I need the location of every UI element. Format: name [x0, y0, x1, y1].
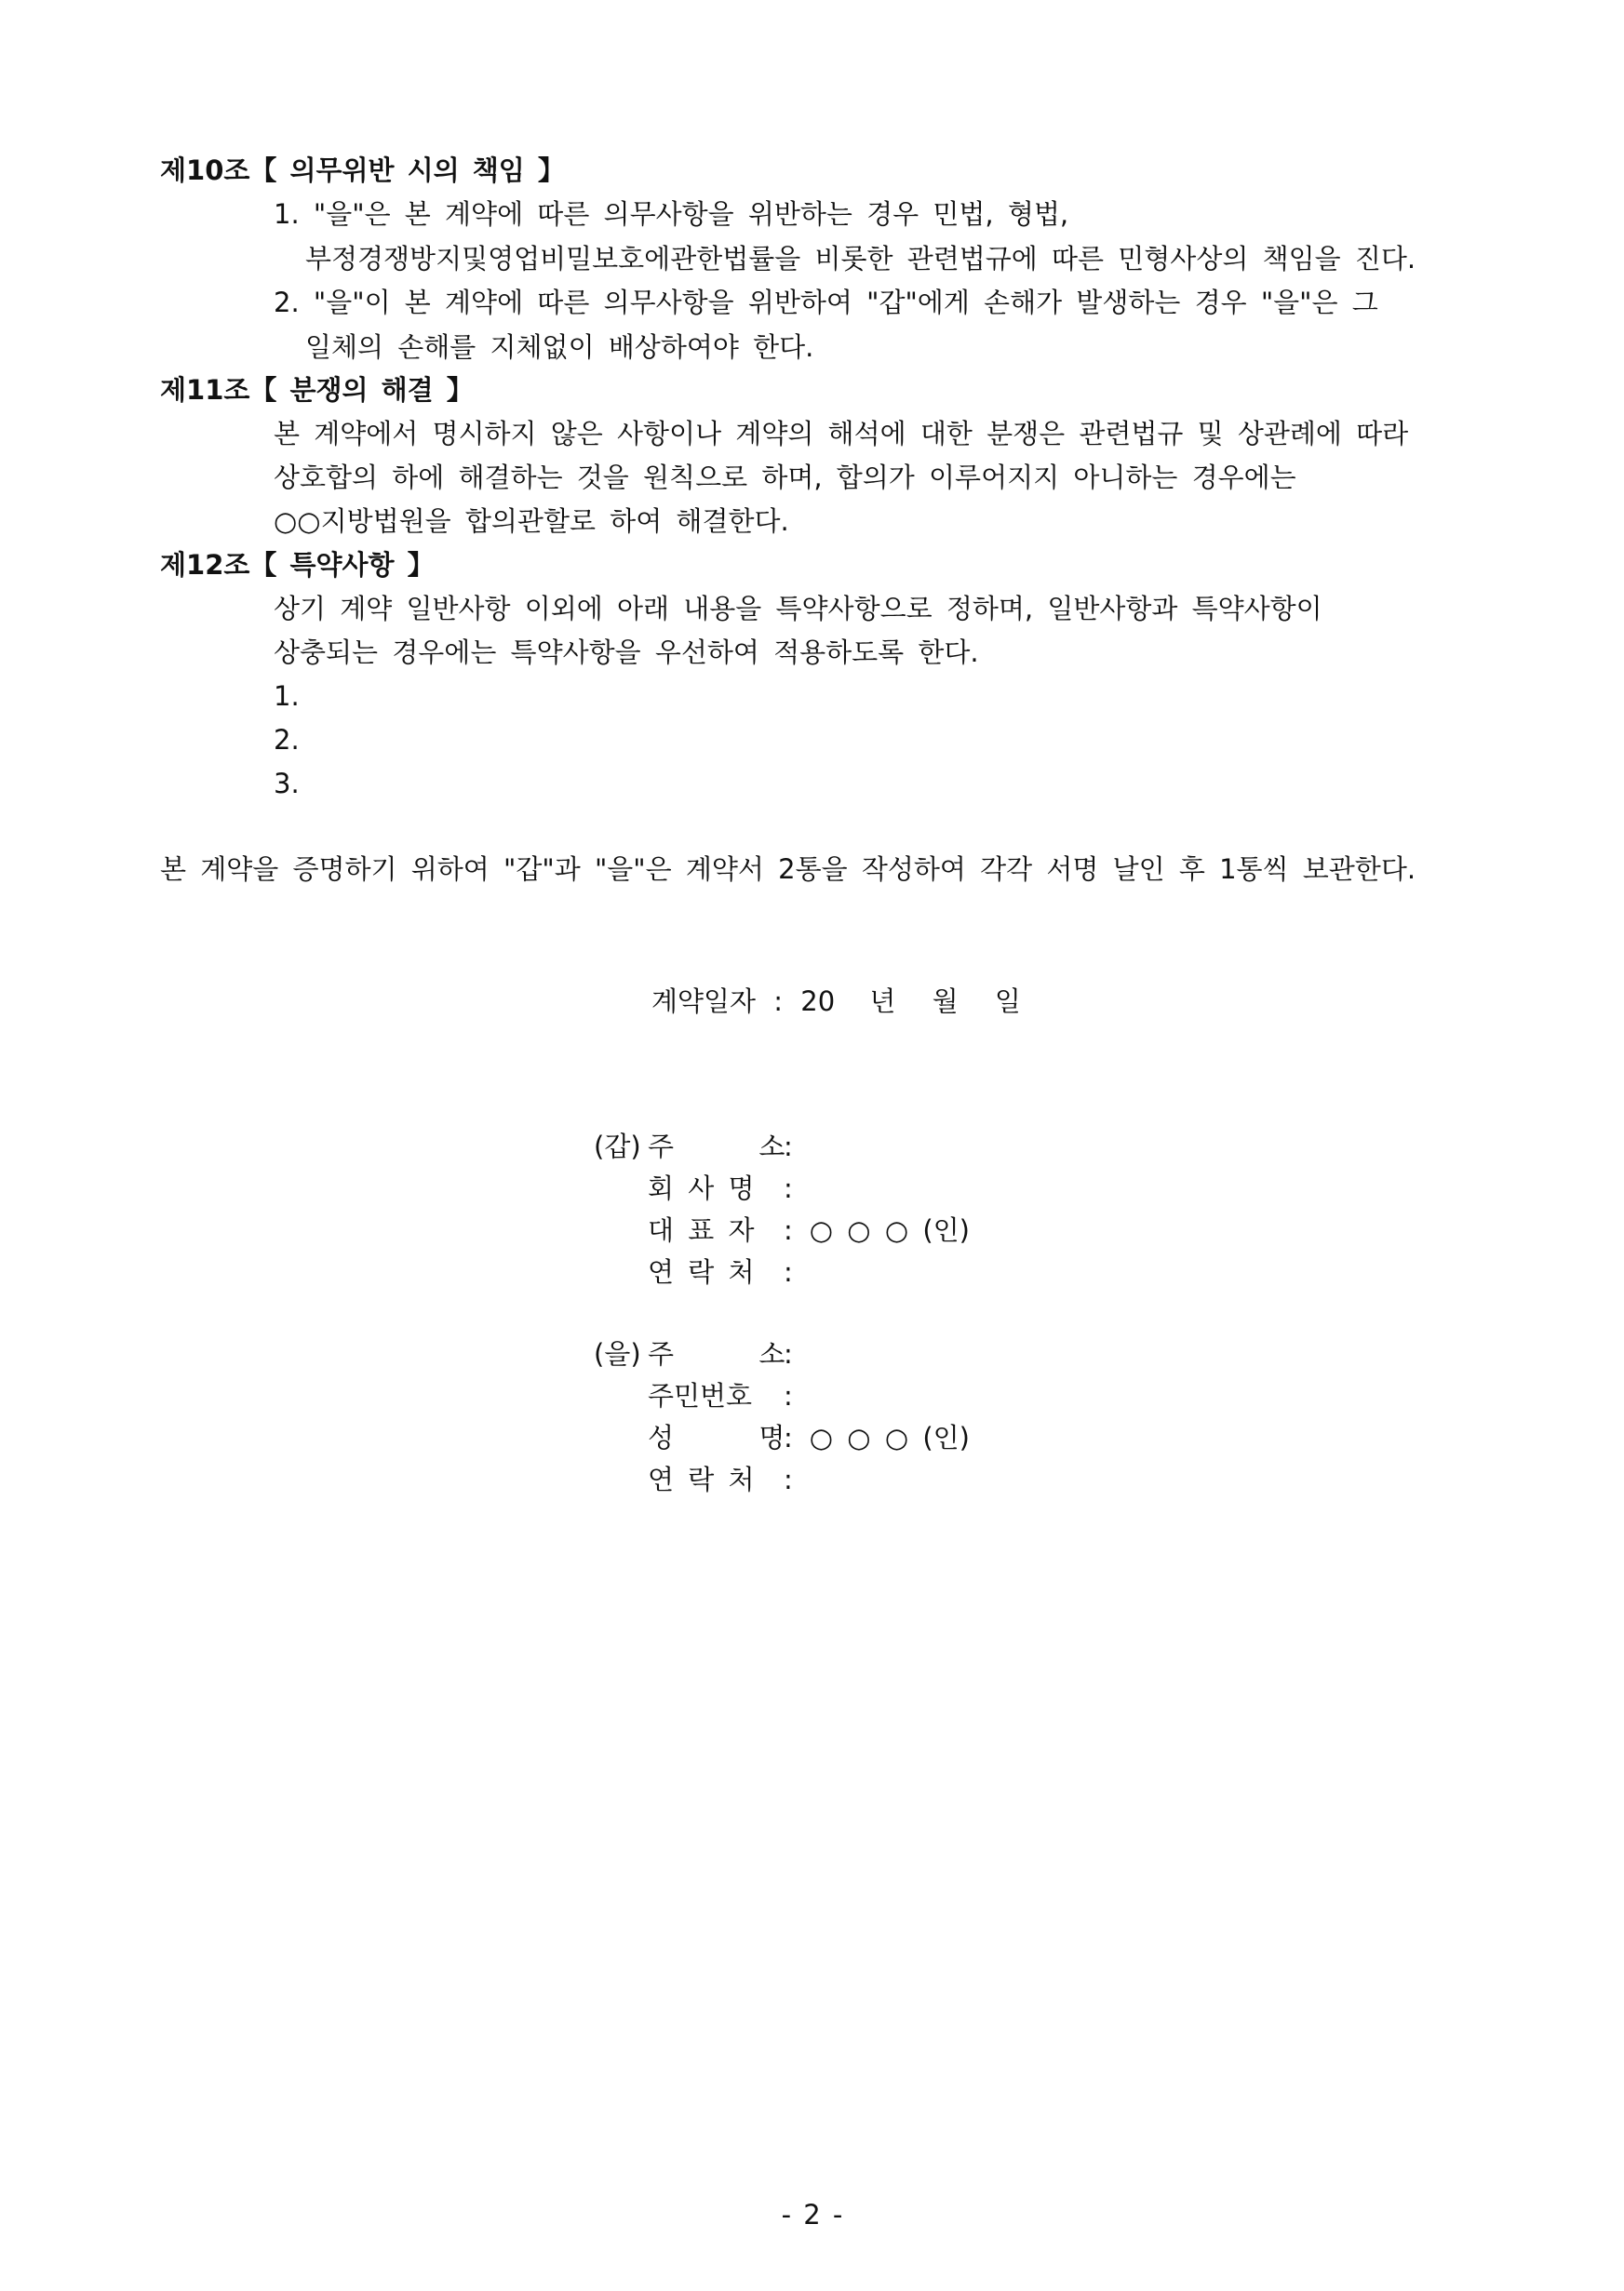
row-separator: : — [784, 1464, 793, 1495]
contract-date-month-unit: 월 — [932, 985, 959, 1017]
row-separator: : — [784, 1172, 793, 1204]
party-a-row-representative — [648, 1212, 970, 1249]
contract-date-label: 계약일자 — [651, 985, 757, 1017]
article-10-title: 제10조【 의무위반 시의 책임 】 — [160, 154, 565, 186]
page-number: - 2 - — [781, 2199, 843, 2231]
party-b-row-contact — [648, 1461, 810, 1498]
party-b-contact-label: 연 락 처 — [648, 1464, 755, 1495]
article-12-line: 상충되는 경우에는 특약사항을 우선하여 적용하도록 한다. — [274, 636, 979, 668]
article-12-line: 상기 계약 일반사항 이외에 아래 내용을 특약사항으로 정하며, 일반사항과 특약사항이 — [274, 593, 1322, 624]
row-separator: : — [784, 1338, 793, 1370]
party-b-row-name — [648, 1419, 970, 1456]
row-separator: : — [784, 1380, 793, 1412]
special-clause-item: 2. — [274, 724, 300, 756]
article-10-line: 일체의 손해를 지체없이 배상하여야 한다. — [305, 331, 814, 363]
party-b-row-id-number — [648, 1377, 810, 1414]
article-11-title: 제11조【 분쟁의 해결 】 — [160, 374, 474, 406]
party-a-representative-value: ○ ○ ○ (인) — [809, 1214, 970, 1246]
article-11-line: 본 계약에서 명시하지 않은 사항이나 계약의 해석에 대한 분쟁은 관련법규 및 상관례에 따라 — [274, 418, 1409, 449]
party-b-address-label: 주 소 — [648, 1338, 785, 1370]
closing-statement: 본 계약을 증명하기 위하여 "갑"과 "을"은 계약서 2통을 작성하여 각각 서명 날인 후 1통씩 보관한다. — [160, 853, 1416, 885]
contract-date-year: 20 — [800, 985, 836, 1017]
contract-date-separator: : — [773, 985, 784, 1017]
special-clause-item: 3. — [274, 768, 300, 799]
party-b-name-value: ○ ○ ○ (인) — [809, 1422, 970, 1454]
article-11-line: 상호합의 하에 해결하는 것을 원칙으로 하며, 합의가 이루어지지 아니하는 경우에는 — [274, 462, 1296, 493]
article-10-line: 2. "을"이 본 계약에 따른 의무사항을 위반하여 "갑"에게 손해가 발생하는 경우 "을"은 그 — [274, 287, 1378, 318]
contract-date-day-unit: 일 — [994, 985, 1021, 1017]
article-10-line: 부정경쟁방지및영업비밀보호에관한법률을 비롯한 관련법규에 따른 민형사상의 책임을 진다. — [305, 243, 1416, 275]
party-a-row-contact — [648, 1253, 810, 1291]
party-b-id-number-label: 주민번호 — [648, 1380, 753, 1412]
row-separator: : — [784, 1422, 793, 1454]
article-12-title: 제12조【 특약사항 】 — [160, 549, 435, 581]
party-a-row-company — [648, 1170, 810, 1207]
article-11-line: ○○지방법원을 합의관할로 하여 해결한다. — [274, 505, 789, 537]
party-a-contact-label: 연 락 처 — [648, 1256, 755, 1288]
row-separator: : — [784, 1214, 793, 1246]
party-a-address-label: 주 소 — [648, 1131, 785, 1162]
contract-date-year-unit: 년 — [869, 985, 896, 1017]
party-a-representative-label: 대 표 자 — [648, 1214, 755, 1246]
party-b-tag: (을) — [594, 1338, 641, 1370]
article-10-line: 1. "을"은 본 계약에 따른 의무사항을 위반하는 경우 민법, 형법, — [274, 198, 1069, 230]
party-a-row-address — [648, 1128, 810, 1165]
row-separator: : — [784, 1131, 793, 1162]
row-separator: : — [784, 1256, 793, 1288]
party-a-company-label: 회 사 명 — [648, 1172, 755, 1204]
contract-date — [651, 983, 1021, 1020]
party-a-tag: (갑) — [594, 1131, 641, 1162]
party-b-name-label: 성 명 — [648, 1422, 785, 1454]
special-clause-item: 1. — [274, 680, 300, 712]
party-b-row-address — [648, 1335, 810, 1373]
